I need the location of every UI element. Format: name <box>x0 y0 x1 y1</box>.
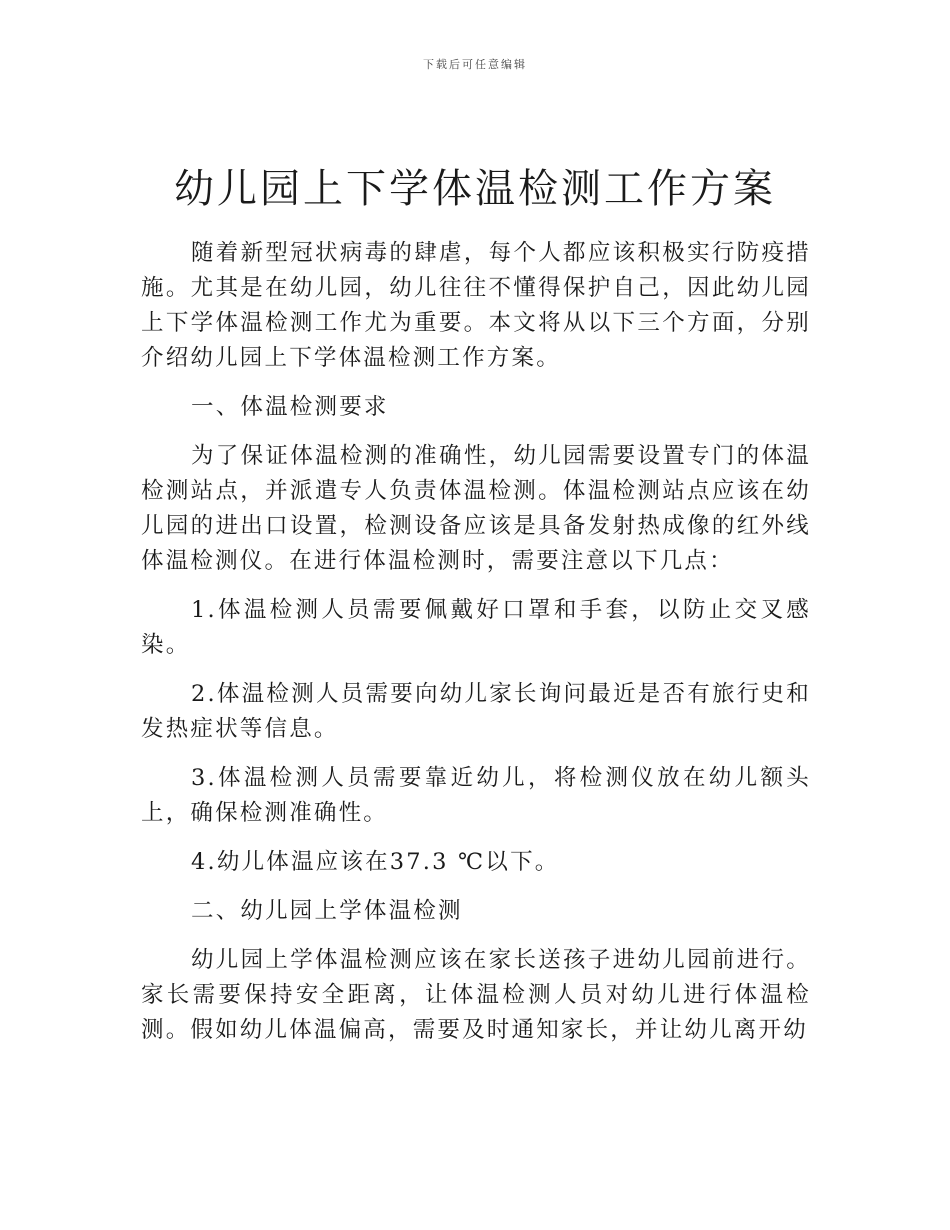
section-heading-2: 二、幼儿园上学体温检测 <box>191 898 463 924</box>
section-1-paragraph: 为了保证体温检测的准确性，幼儿园需要设置专门的体温检测站点，并派遣专人负责体温检测。体温检测站点应该在幼儿园的进出口设置，检测设备应该是具备发射热成像的红外线体温检测仪。在进行体温检测时，需要注意以下几点： <box>141 443 811 574</box>
intro-paragraph: 随着新型冠状病毒的肆虐，每个人都应该积极实行防疫措施。尤其是在幼儿园，幼儿往往不懂得保护自己，因此幼儿园上下学体温检测工作尤为重要。本文将从以下三个方面，分别介绍幼儿园上下学体温检测工作方案。 <box>141 240 811 371</box>
list-item-2: 2.体温检测人员需要向幼儿家长询问最近是否有旅行史和发热症状等信息。 <box>141 681 811 742</box>
list-item-3: 3.体温检测人员需要靠近幼儿，将检测仪放在幼儿额头上，确保检测准确性。 <box>141 765 811 826</box>
list-item-4: 4.幼儿体温应该在37.3 ℃以下。 <box>191 849 560 875</box>
document-body <box>141 236 811 1062</box>
document-title: 幼儿园上下学体温检测工作方案 <box>174 166 776 212</box>
section-2-paragraph: 幼儿园上学体温检测应该在家长送孩子进幼儿园前进行。家长需要保持安全距离，让体温检测人员对幼儿进行体温检测。假如幼儿体温偏高，需要及时通知家长，并让幼儿离开幼 <box>141 947 811 1043</box>
section-heading-1: 一、体温检测要求 <box>191 394 389 420</box>
header-note: 下载后可任意编辑 <box>423 58 527 71</box>
list-item-1: 1.体温检测人员需要佩戴好口罩和手套，以防止交叉感染。 <box>141 597 811 658</box>
